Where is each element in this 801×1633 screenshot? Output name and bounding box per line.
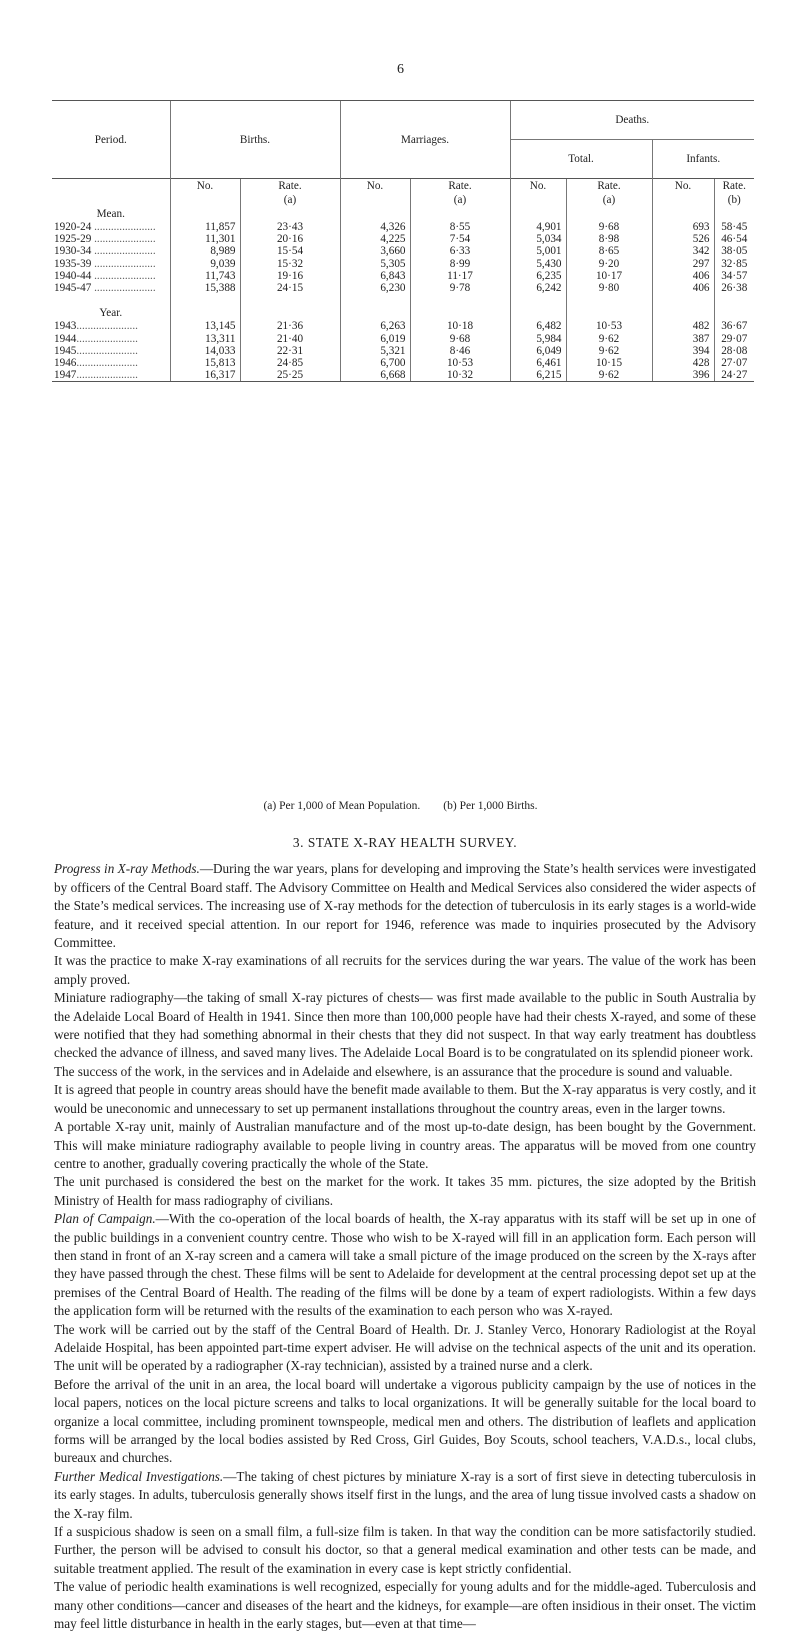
header-marriages: Marriages. [340,101,510,179]
row-period-label: 1943 [54,320,77,333]
cell-inf-rate: 29·07 [714,333,754,345]
paragraph [54,1578,756,1633]
header-inf-rate-note: (b) [714,193,754,207]
cell-inf-no: 482 [652,320,714,332]
cell-births-no: 14,033 [170,345,240,357]
cell-marr-rate: 10·18 [410,320,510,332]
cell-inf-no: 394 [652,345,714,357]
article-body [54,834,756,1633]
cell-marr-no: 6,843 [340,270,410,282]
table-row [52,258,754,270]
cell-marr-no: 5,305 [340,258,410,270]
cell-inf-rate: 32·85 [714,258,754,270]
cell-marr-rate: 10·53 [410,357,510,369]
cell-marr-no: 4,326 [340,221,410,233]
cell-deaths-rate: 9·20 [566,258,652,270]
cell-deaths-no: 6,215 [510,369,566,382]
cell-marr-no: 6,019 [340,333,410,345]
cell-marr-rate: 8·99 [410,258,510,270]
cell-births-no: 11,857 [170,221,240,233]
row-period-label: 1944 [54,332,77,345]
cell-inf-no: 342 [652,245,714,257]
cell-inf-rate: 28·08 [714,345,754,357]
header-deaths: Deaths. [510,101,754,140]
cell-marr-rate: 8·46 [410,345,510,357]
cell-inf-rate: 34·57 [714,270,754,282]
cell-inf-no: 396 [652,369,714,382]
row-period [52,233,170,245]
row-period [52,282,170,294]
cell-marr-rate: 7·54 [410,233,510,245]
header-births-rate-note: (a) [240,193,340,207]
row-period-label: 1945-47 [54,282,92,295]
row-period [52,369,170,382]
paragraph-text: A portable X-ray unit, mainly of Australian manufacture and of the most up-to-date design, has been bought by the Government. This will make miniature radiography available to people living in country areas. The apparatus will be moved from one country centre to another, gradually covering practically the whole of the State. [54,1119,756,1171]
row-period [52,320,170,332]
cell-births-rate: 19·16 [240,270,340,282]
cell-inf-rate: 46·54 [714,233,754,245]
cell-deaths-rate: 8·98 [566,233,652,245]
cell-inf-rate: 24·27 [714,369,754,382]
paragraph [54,1321,756,1376]
cell-births-rate: 15·54 [240,245,340,257]
cell-births-rate: 21·40 [240,333,340,345]
cell-deaths-rate: 10·15 [566,357,652,369]
paragraph [54,1081,756,1118]
cell-marr-rate: 9·68 [410,333,510,345]
row-period [52,221,170,233]
header-inf-rate: Rate. [714,179,754,194]
cell-deaths-no: 5,001 [510,245,566,257]
cell-births-no: 16,317 [170,369,240,382]
spacer-row [52,294,754,306]
cell-deaths-no: 5,984 [510,333,566,345]
cell-births-no: 8,989 [170,245,240,257]
leader-dots: ...................... [91,282,156,295]
cell-deaths-no: 4,901 [510,221,566,233]
cell-marr-no: 6,668 [340,369,410,382]
paragraph-list [54,860,756,1633]
table-row [52,245,754,257]
table-row [52,221,754,233]
cell-inf-rate: 27·07 [714,357,754,369]
paragraph-lead: Further Medical Investigations. [54,1468,224,1484]
table-row [52,357,754,369]
header-marr-rate: Rate. [410,179,510,194]
header-deaths-total: Total. [510,140,652,179]
cell-marr-no: 6,263 [340,320,410,332]
cell-deaths-rate: 8·65 [566,245,652,257]
cell-births-rate: 22·31 [240,345,340,357]
paragraph [54,1468,756,1523]
row-period-label: 1940-44 [54,269,92,282]
cell-inf-rate: 38·05 [714,245,754,257]
year-label-row-text: Year. [99,307,123,320]
paragraph [54,1118,756,1173]
cell-births-rate: 23·43 [240,221,340,233]
leader-dots: ...................... [91,269,156,282]
header-marr-no: No. [340,179,410,194]
cell-marr-rate: 11·17 [410,270,510,282]
cell-marr-no: 6,700 [340,357,410,369]
paragraph-text: If a suspicious shadow is seen on a small film, a full-size film is taken. In that way the condition can be more satisfactorily studied. Further, the person will be advised to consult his doctor, so that a general medical examination and other tests can be made, and suitable treatment applied. The result of the examination in every case is kept strictly confidential. [54,1524,756,1576]
header-deaths-rate-note: (a) [566,193,652,207]
table-row [52,320,754,332]
table-row [52,282,754,294]
cell-deaths-no: 5,430 [510,258,566,270]
paragraph [54,860,756,952]
paragraph [54,1173,756,1210]
cell-deaths-rate: 9·80 [566,282,652,294]
row-period [52,245,170,257]
paragraph-text: —The taking of chest pictures by miniature X-ray is a sort of first sieve in detecting tuberculosis in its early stages. In adults, tuberculosis generally shows itself first in the lungs, and the area of lung tissue involved casts a shadow on the X-ray film. [54,1468,756,1521]
header-births-rate: Rate. [240,179,340,194]
header-marr-rate-note: (a) [410,193,510,207]
cell-births-no: 13,311 [170,333,240,345]
cell-deaths-rate: 9·68 [566,221,652,233]
table-row [52,369,754,382]
paragraph [54,952,756,989]
header-births-no: No. [170,179,240,194]
leader-dots: ...................... [76,320,138,333]
mean-label-row [52,207,754,221]
leader-dots: ...................... [91,257,156,270]
cell-births-no: 13,145 [170,320,240,332]
leader-dots: ...................... [91,221,156,234]
cell-marr-rate: 9·78 [410,282,510,294]
paragraph [54,1376,756,1468]
cell-deaths-no: 5,034 [510,233,566,245]
cell-marr-rate: 8·55 [410,221,510,233]
paragraph-text: The value of periodic health examinations is well recognized, especially for young adults and for the middle-aged. Tuberculosis and many other conditions—cancer and diseases of the heart and the kidneys, for example—are often insidious in their onset. The victim may feel little disturbance in health in the early stages, but—even at that time— [54,1579,756,1632]
cell-births-rate: 24·15 [240,282,340,294]
table-row [52,233,754,245]
cell-inf-no: 693 [652,221,714,233]
cell-deaths-rate: 10·53 [566,320,652,332]
row-period-label: 1920-24 [54,221,92,234]
paragraph [54,989,756,1063]
paragraph-text: —With the co-operation of the local boards of health, the X-ray apparatus with its staff will be set up in one of the public buildings in a convenient country centre. Those who wish to be X-rayed will fill in an application form. Each person will then stand in front of an X-ray screen and a camera will take a small picture of the image produced on the screen by the X-rays after they have passed through the chest. These films will be sent to Adelaide for development at the central processing depot set up at the premises of the Central Board of Health. The reading of the films will be done by a team of expert radiologists. Within a few days the application form will be returned with the results of the examination to each person who was X-rayed. [54,1211,756,1319]
cell-deaths-no: 6,242 [510,282,566,294]
cell-marr-no: 3,660 [340,245,410,257]
cell-deaths-rate: 9·62 [566,369,652,382]
year-label-row [52,306,754,320]
leader-dots: ...................... [76,356,138,369]
cell-births-no: 15,813 [170,357,240,369]
row-period [52,333,170,345]
cell-deaths-no: 6,049 [510,345,566,357]
section-title: 3. STATE X-RAY HEALTH SURVEY. [292,835,518,850]
cell-births-rate: 24·85 [240,357,340,369]
header-period: Period. [52,101,170,179]
table-footnote: (a) Per 1,000 of Mean Population. (b) Per 1,000 Births. [263,800,538,812]
paragraph-text: It was the practice to make X-ray examinations of all recruits for the services during the war years. The value of the work has been amply proved. [54,953,756,987]
cell-births-no: 11,301 [170,233,240,245]
paragraph-lead: Plan of Campaign. [54,1211,156,1227]
row-period [52,345,170,357]
cell-births-no: 15,388 [170,282,240,294]
paragraph-text: The unit purchased is considered the best on the market for the work. It takes 35 mm. pictures, the size adopted by the British Ministry of Health for mass radiography of civilians. [54,1174,756,1208]
leader-dots: ...................... [76,344,138,357]
leader-dots: ...................... [76,369,138,382]
cell-deaths-no: 6,482 [510,320,566,332]
mean-label-row-text: Mean. [96,208,125,220]
cell-marr-no: 6,230 [340,282,410,294]
cell-marr-no: 5,321 [340,345,410,357]
paragraph-lead: Progress in X-ray Methods. [54,861,200,877]
leader-dots: ...................... [91,245,156,258]
cell-marr-no: 4,225 [340,233,410,245]
paragraph-text: The work will be carried out by the staff of the Central Board of Health. Dr. J. Stanley Verco, Honorary Radiologist at the Royal Adelaide Hospital, has been appointed part-time expert adviser. He will advise on the technical aspects of the unit and its operation. The unit will be operated by a radiographer (X-ray technician), assisted by a trained nurse and a clerk. [54,1321,756,1374]
cell-marr-rate: 10·32 [410,369,510,382]
header-births: Births. [170,101,340,179]
cell-deaths-rate: 10·17 [566,270,652,282]
leader-dots: ...................... [91,233,156,246]
row-period-label: 1947 [54,369,77,382]
table-row [52,270,754,282]
page-number: 6 [397,62,404,77]
row-period-label: 1946 [54,356,77,369]
row-period-label: 1930-34 [54,245,92,258]
header-inf-no: No. [652,179,714,194]
cell-inf-no: 387 [652,333,714,345]
cell-deaths-rate: 9·62 [566,345,652,357]
cell-births-rate: 25·25 [240,369,340,382]
vital-statistics-table [52,100,754,382]
row-period-label: 1945 [54,344,77,357]
header-deaths-rate: Rate. [566,179,652,194]
leader-dots: ...................... [76,332,138,345]
table-row [52,345,754,357]
cell-deaths-no: 6,235 [510,270,566,282]
cell-births-no: 9,039 [170,258,240,270]
row-period [52,258,170,270]
paragraph-text: —During the war years, plans for developing and improving the State’s health services were investigated by officers of the Central Board staff. The Advisory Committee on Health and Medical Services also considered the wider aspects of the State’s medical services. The increasing use of X-ray methods for the detection of tuberculosis in its early stages is a world-wide feature, and it received special attention. In our report for 1946, reference was made to inquiries prosecuted by the Advisory Committee. [54,861,756,951]
row-period-label: 1925-29 [54,233,92,246]
cell-births-rate: 20·16 [240,233,340,245]
paragraph-text: The success of the work, in the services and in Adelaide and elsewhere, is an assurance that the procedure is sound and valuable. [54,1063,733,1079]
cell-inf-rate: 58·45 [714,221,754,233]
cell-inf-no: 526 [652,233,714,245]
paragraph [54,1063,756,1081]
cell-births-rate: 15·32 [240,258,340,270]
paragraph-text: Miniature radiography—the taking of small X-ray pictures of chests— was first made available to the public in South Australia by the Adelaide Local Board of Health in 1941. Since then more than 100,000 people have had their chests X-rayed, and some of these were notified that they had something abnormal in their chests that they did not suspect. In that way early treatment has doubtless checked the advance of illness, and saved many lives. The Adelaide Local Board is to be congratulated on its splendid pioneer work. [54,990,756,1061]
paragraph-text: Before the arrival of the unit in an area, the local board will undertake a vigorous publicity campaign by the use of notices in the local papers, notices on the local picture screens and talks to local organizations. It will be generally suitable for the local board to organize a local committee, including prominent townspeople, medical men and others. The distribution of leaflets and application forms will be arranged by the local bodies assisted by Red Cross, Girl Guides, Boy Scouts, school teachers, V.A.D.s., local clubs, bureaux and churches. [54,1376,756,1466]
cell-inf-no: 297 [652,258,714,270]
cell-inf-rate: 26·38 [714,282,754,294]
cell-births-rate: 21·36 [240,320,340,332]
cell-births-no: 11,743 [170,270,240,282]
row-period [52,357,170,369]
paragraph [54,1210,756,1320]
cell-inf-rate: 36·67 [714,320,754,332]
cell-inf-no: 406 [652,282,714,294]
cell-deaths-rate: 9·62 [566,333,652,345]
row-period-label: 1935-39 [54,257,92,270]
paragraph-text: It is agreed that people in country areas should have the benefit made available to them. But the X-ray apparatus is very costly, and it would be uneconomic and unnecessary to set up permanent installations throughout the country areas, even in the larger towns. [54,1082,756,1116]
cell-inf-no: 406 [652,270,714,282]
header-deaths-no: No. [510,179,566,194]
table-row [52,333,754,345]
cell-deaths-no: 6,461 [510,357,566,369]
row-period [52,270,170,282]
paragraph [54,1523,756,1578]
cell-inf-no: 428 [652,357,714,369]
header-deaths-infants: Infants. [652,140,754,179]
cell-marr-rate: 6·33 [410,245,510,257]
